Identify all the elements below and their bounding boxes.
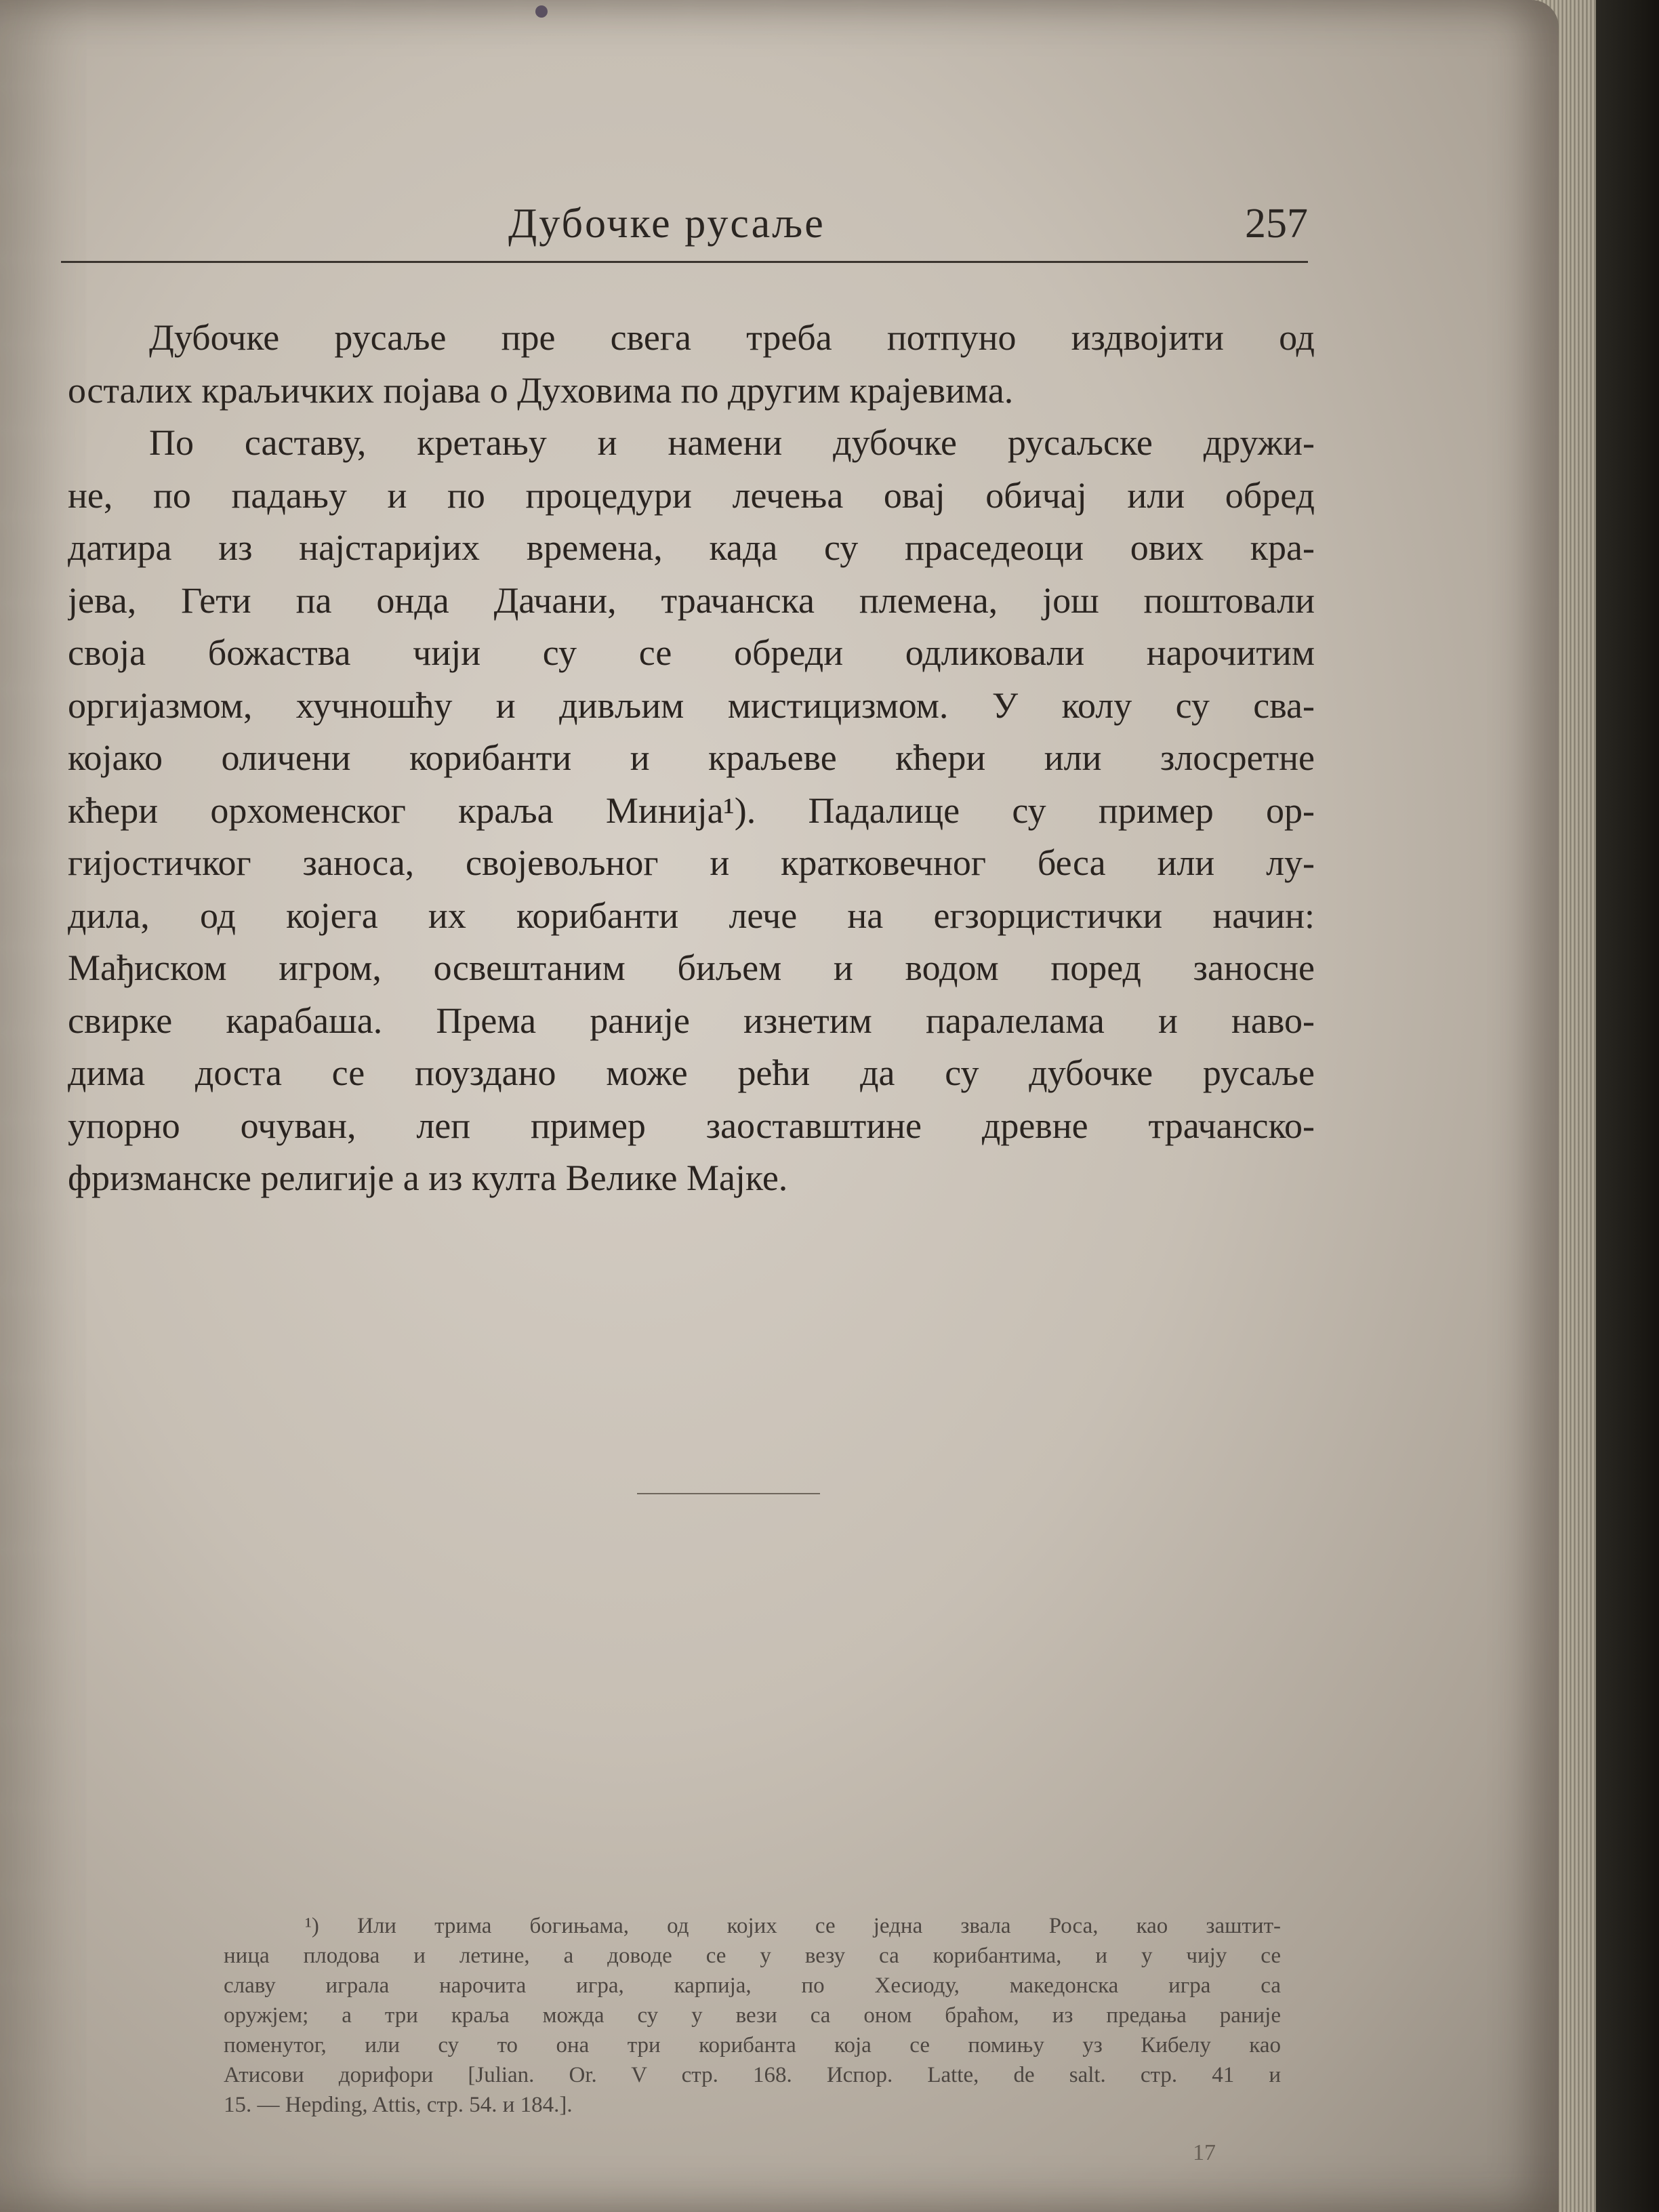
text-line: датира из најстаријих времена, када су праседеоци ових кра-	[68, 527, 1315, 568]
text-line: своја божаства чији су се обреди одликовали нарочитим	[68, 632, 1315, 673]
text-line: кћери орхоменског краља Минија¹). Падалице су пример ор-	[68, 790, 1315, 831]
text-line: Мађиском игром, освештаним биљем и водом поред заносне	[68, 947, 1315, 988]
text-line: фризманске религије а из култа Велике Мајке.	[68, 1158, 788, 1198]
footnote-line: ница плодова и летине, а доводе се у везу са корибантима, и у чију се	[224, 1944, 1281, 1968]
footnote-line: Атисови дорифори [Julian. Or. V стр. 168. Испор. Latte, de salt. стр. 41 и	[224, 2063, 1281, 2087]
text-line: оргијазмом, хучношћу и дивљим мистицизмом. У колу су сва-	[68, 684, 1315, 726]
running-header	[61, 200, 1308, 263]
text-line: којако оличени корибанти и краљеве кћери или злосретне	[68, 737, 1315, 778]
printer-signature-mark: 17	[1193, 2140, 1216, 2165]
text-line: гијостичког заноса, својевољног и кратковечног беса или лу-	[68, 842, 1315, 883]
text-line: дила, од којега их корибанти лече на егзорцистички начин:	[68, 895, 1315, 936]
footnote-line: ¹) Или трима богињама, од којих се једна звала Роса, као заштит-	[305, 1914, 1281, 1938]
page-number: 257	[1245, 201, 1308, 247]
running-title: Дубочке русаље	[508, 201, 825, 247]
text-line: дима доста се поуздано може рећи да су дубочке русаље	[68, 1052, 1315, 1093]
text-line: По саставу, кретању и намени дубочке русаљске дружи-	[149, 422, 1315, 463]
text-line: не, по падању и по процедури лечења овај обичај или обред	[68, 474, 1315, 516]
footnote-line: славу играла нарочита игра, карпија, по Хесиоду, македонска игра са	[224, 1973, 1281, 1998]
section-end-rule	[637, 1493, 820, 1494]
footnotes	[224, 1911, 1281, 2120]
text-line: осталих краљичких појава о Духовима по другим крајевима.	[68, 369, 1014, 411]
footnote-line: 15. — Hepding, Attis, стр. 54. и 184.].	[224, 2093, 573, 2117]
text-line: јева, Гети па онда Дачани, трачанска племена, још поштовали	[68, 579, 1315, 621]
body-text	[68, 312, 1315, 1205]
text-line: упорно очуван, леп пример заоставштине древне трачанско-	[68, 1105, 1315, 1146]
text-line: Дубочке русаље пре свега треба потпуно издвојити од	[149, 317, 1315, 358]
footnote-line: оружјем; а три краља можда су у вези са оном браћом, из предања раније	[224, 2003, 1281, 2028]
text-line: свирке карабаша. Према раније изнетим паралелама и наво-	[68, 1000, 1315, 1041]
paper-spot	[535, 5, 548, 18]
footnote-line: поменутог, или су то она три корибанта која се помињу уз Кибелу као	[224, 2033, 1281, 2057]
